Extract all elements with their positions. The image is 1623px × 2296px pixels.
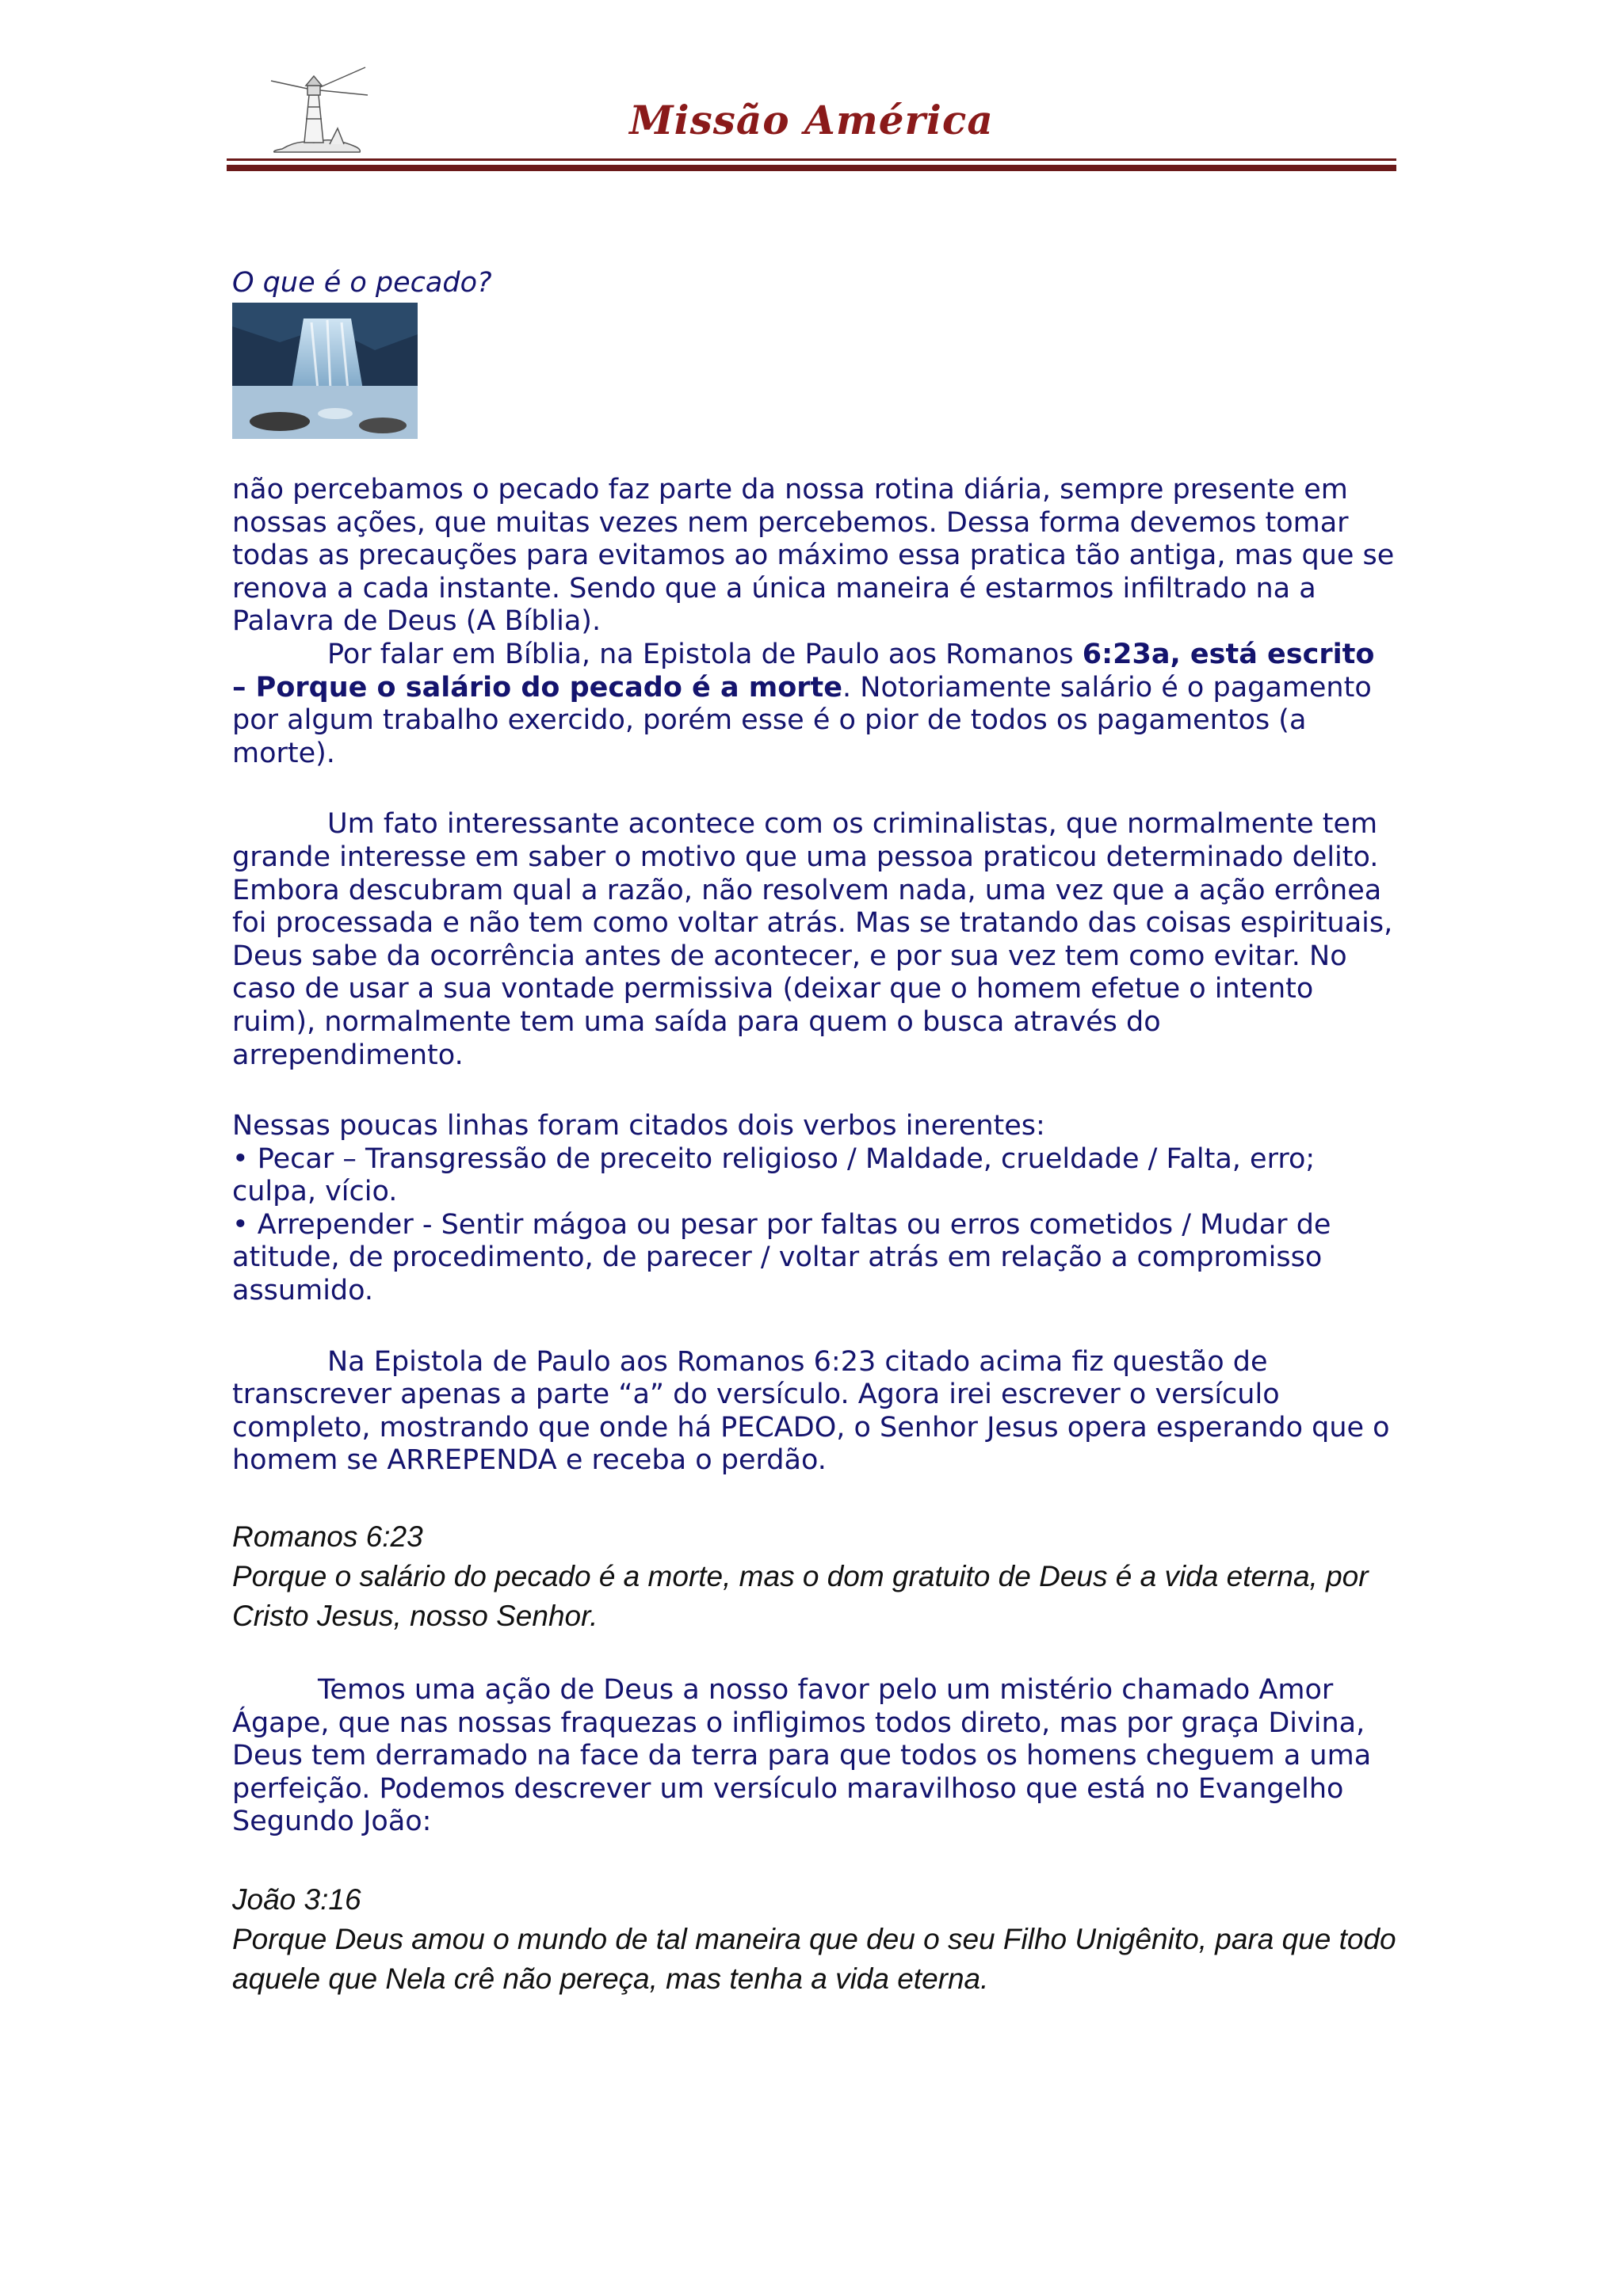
paragraph-2-bold: 6:23a, está escrito – Porque o salário do pecado é a morte [232, 638, 1375, 704]
bullet-arrepender: • Arrepender - Sentir mágoa ou pesar por faltas ou erros cometidos / Mudar de atitude, de procedimento, de parecer / voltar atrás em relação a compromisso assumido. [232, 1208, 1331, 1307]
paragraph-2 [232, 639, 1397, 770]
article-body [232, 266, 1397, 1999]
paragraph-1: não percebamos o pecado faz parte da nossa rotina diária, sempre presente em nossas ações, que muitas vezes nem percebemos. Dessa forma devemos tomar todas as precauções para evitamos ao máximo essa pratica tão antiga, mas que se renova a cada instante. Sendo que a única maneira é estarmos infiltrado na a Palavra de Deus (A Bíblia). [232, 474, 1395, 638]
verse-romanos-text: Porque o salário do pecado é a morte, mas o dom gratuito de Deus é a vida eterna, por Cristo Jesus, nosso Senhor. [232, 1560, 1369, 1633]
verse-joao-text: Porque Deus amou o mundo de tal maneira que deu o seu Filho Unigênito, para que todo aquele que Nela crê não pereça, mas tenha a vida eterna. [232, 1923, 1396, 1995]
site-title: Missão América [629, 97, 994, 143]
paragraph-4: Nessas poucas linhas foram citados dois verbos inerentes: [232, 1110, 1045, 1142]
bullet-pecar: • Pecar – Transgressão de preceito religioso / Maldade, crueldade / Falta, erro; culpa, vício. [232, 1142, 1316, 1208]
header-rule-thin [227, 158, 1396, 161]
paragraph-6: Temos uma ação de Deus a nosso favor pelo um mistério chamado Amor Ágape, que nas nossas fraquezas o infligimos todos direto, mas por graça Divina, Deus tem derramado na face da terra para que todos os homens cheguem a uma perfeição. Podemos descrever um versículo maravilhoso que está no Evangelho Segundo João: [232, 1674, 1372, 1838]
paragraph-3: Um fato interessante acontece com os criminalistas, que normalmente tem grande interesse em saber o motivo que uma pessoa praticou determinado delito. Embora descubram qual a razão, não resolvem nada, uma vez que a ação errônea foi processada e não tem como voltar atrás. Mas se tratando das coisas espirituais, Deus sabe da ocorrência antes de acontecer, e por sua vez tem como evitar. No caso de usar a sua vontade permissiva (deixar que o homem efetue o intento ruim), normalmente tem uma saída para quem o busca através do arrependimento. [232, 808, 1393, 1071]
article-question: O que é o pecado? [232, 267, 492, 299]
page-header [227, 55, 1396, 174]
paragraph-2-start: Por falar em Bíblia, na Epistola de Paulo aos Romanos [327, 638, 1083, 670]
verse-joao-ref: João 3:16 [232, 1883, 361, 1916]
paragraph-2-end: . Notoriamente salário é o pagamento por algum trabalho exercido, porém esse é o pior de todos os pagamentos (a morte). [232, 671, 1372, 769]
paragraph-5: Na Epistola de Paulo aos Romanos 6:23 citado acima fiz questão de transcrever apenas a parte “a” do versículo. Agora irei escrever o versículo completo, mostrando que onde há PECADO, o Senhor Jesus opera esperando que o homem se ARREPENDA e receba o perdão. [232, 1345, 1390, 1477]
verse-romanos-ref: Romanos 6:23 [232, 1520, 423, 1554]
waterfall-image [232, 303, 418, 439]
header-rule-thick [227, 165, 1396, 171]
